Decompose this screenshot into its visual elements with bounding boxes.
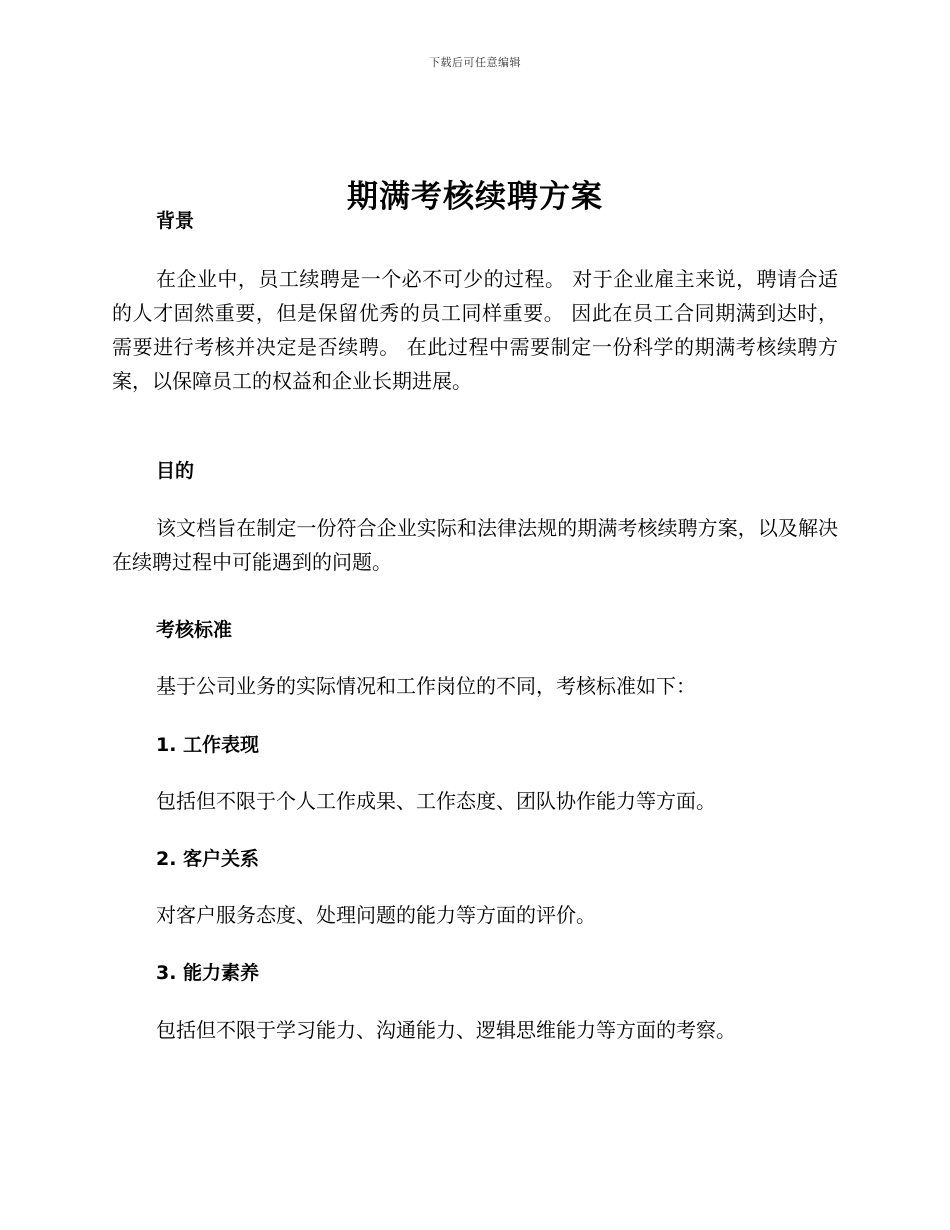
background-paragraph: 在企业中，员工续聘是一个必不可少的过程。 对于企业雇主来说，聘请合适的人才固然重要，但是保留优秀的员工同样重要。 因此在员工合同期满到达时，需要进行考核并决定是否续聘。 在此过程中需要制定一份科学的期满考核续聘方案，以保障员工的权益和企业长期进展。 (112, 267, 838, 393)
criteria-item-text: 包括但不限于学习能力、沟通能力、逻辑思维能力等方面的考察。 (156, 1018, 736, 1042)
criteria-item-text: 对客户服务态度、处理问题的能力等方面的评价。 (156, 903, 596, 927)
criteria-intro: 基于公司业务的实际情况和工作岗位的不同，考核标准如下： (156, 674, 696, 698)
criteria-item-heading: 2. 客户关系 (156, 848, 260, 870)
section-heading-background: 背景 (156, 210, 195, 232)
document-title: 期满考核续聘方案 (347, 178, 603, 215)
criteria-item-text: 包括但不限于个人工作成果、工作态度、团队协作能力等方面。 (156, 789, 716, 813)
criteria-item-heading: 3. 能力素养 (156, 962, 260, 984)
criteria-item-heading: 1. 工作表现 (156, 734, 260, 756)
section-heading-purpose: 目的 (156, 460, 195, 482)
header-note: 下载后可任意编辑 (429, 56, 521, 69)
section-heading-criteria: 考核标准 (156, 619, 233, 641)
purpose-paragraph: 该文档旨在制定一份符合企业实际和法律法规的期满考核续聘方案，以及解决在续聘过程中可能遇到的问题。 (112, 516, 838, 574)
